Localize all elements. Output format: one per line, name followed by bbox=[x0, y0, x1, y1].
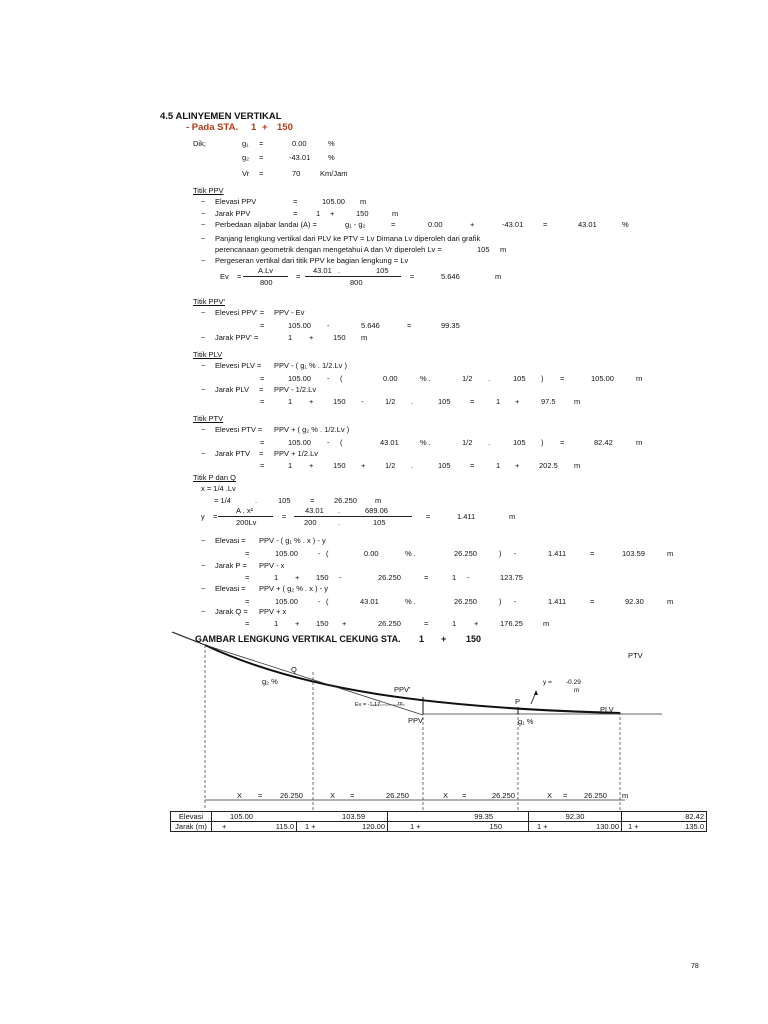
pq-e2-result: 92.30 bbox=[625, 597, 644, 606]
ev-eq: = bbox=[237, 272, 242, 281]
pq-jp-eq2: = bbox=[424, 573, 429, 582]
label-ev-unit: m bbox=[398, 701, 403, 707]
pq-jp-label: Jarak P = bbox=[215, 561, 247, 570]
plv-j-b: 150 bbox=[333, 397, 346, 406]
label-y: y = bbox=[543, 679, 552, 686]
ptv-j-b: 150 bbox=[333, 461, 346, 470]
elevation-table bbox=[170, 811, 707, 832]
g1-unit: % bbox=[328, 139, 335, 148]
plv-eq: = bbox=[260, 374, 265, 383]
pq-y-result: 1.411 bbox=[457, 512, 476, 521]
ptv-j-dot: . bbox=[411, 461, 414, 470]
jarak-prefix: 1 + bbox=[410, 822, 421, 831]
table-cell bbox=[622, 822, 707, 832]
jarak-label: Jarak (m) bbox=[171, 822, 212, 832]
pq-e2-label: Elevasi = bbox=[215, 584, 246, 593]
pq-e2-y: 1.411 bbox=[548, 597, 567, 606]
ptv-close: ) bbox=[541, 438, 544, 447]
plv-heading: Titik PLV bbox=[193, 350, 223, 359]
pq-e1-minus: - bbox=[514, 549, 517, 558]
ptv-j-plus: + bbox=[309, 461, 314, 470]
ppvp-eq: = bbox=[260, 321, 265, 330]
plv-close: ) bbox=[541, 374, 544, 383]
ptv-open: ( bbox=[340, 438, 343, 447]
elevasi-value: 82.42 bbox=[622, 812, 707, 822]
pq-jq-a: 1 bbox=[274, 619, 279, 628]
bullet: ~ bbox=[201, 234, 206, 243]
elevasi-value: 99.35 bbox=[388, 812, 529, 822]
ptv-jarak-label: Jarak PTV bbox=[215, 449, 251, 458]
table-row bbox=[171, 812, 707, 822]
ptv-jarak-expr: PPV + 1/2.Lv bbox=[274, 449, 318, 458]
bullet: ~ bbox=[201, 607, 206, 616]
plv-jarak-label: Jarak PLV bbox=[215, 385, 250, 394]
pq-jq-plus1: + bbox=[342, 619, 347, 628]
plv-j-eq: = bbox=[260, 397, 265, 406]
plv-elev-expr: PPV - ( g₁ % . 1/2.Lv ) bbox=[274, 361, 347, 370]
plv-open: ( bbox=[340, 374, 343, 383]
g2-eq: = bbox=[259, 153, 264, 162]
ppvp-jarak-a: 1 bbox=[288, 333, 293, 342]
lv-value: 105 bbox=[477, 245, 490, 254]
ev-symbol: Ev bbox=[220, 272, 229, 281]
g1-eq: = bbox=[259, 139, 264, 148]
label-ppv-prime: PPV' bbox=[394, 685, 411, 694]
g2-value: -43.01 bbox=[289, 153, 311, 162]
ptv-j-r1: 1 bbox=[496, 461, 501, 470]
pq-e1-x: 26.250 bbox=[454, 549, 477, 558]
pq-jq-b: 150 bbox=[316, 619, 329, 628]
dik-label: Dik; bbox=[193, 139, 206, 148]
pq-jp-r1: 1 bbox=[452, 573, 457, 582]
plv-result: 105.00 bbox=[591, 374, 614, 383]
pq-x2-result: 26.250 bbox=[334, 496, 357, 505]
plv-j-half: 1/2 bbox=[385, 397, 396, 406]
bullet: ~ bbox=[201, 425, 206, 434]
label-ppv: PPV bbox=[408, 716, 424, 725]
label-y-unit: m bbox=[574, 687, 580, 694]
ptv-j-eq: = bbox=[260, 461, 265, 470]
pq-e1-pct: % . bbox=[405, 549, 416, 558]
pq-e2-pct: % . bbox=[405, 597, 416, 606]
dim-eq: = bbox=[258, 791, 263, 800]
drawing-sta-b: 150 bbox=[466, 634, 482, 644]
lv-unit: m bbox=[500, 245, 507, 254]
beda-v2: -43.01 bbox=[502, 220, 524, 229]
sta-label: - Pada STA. bbox=[186, 122, 239, 133]
sta-plus: + bbox=[262, 122, 268, 133]
page-number: 78 bbox=[691, 963, 699, 970]
ptv-eq2: = bbox=[560, 438, 565, 447]
ptv-heading: Titik PTV bbox=[193, 414, 224, 423]
ev-num2-dot: . bbox=[338, 266, 341, 275]
ppv-elev-label: Elevasi PPV bbox=[215, 197, 257, 206]
dim-value: 26.250 bbox=[492, 791, 515, 800]
pq-x2-eq2: = bbox=[310, 496, 315, 505]
pq-y-numerator: A . x² bbox=[236, 506, 254, 515]
ppvp-jarak-unit: m bbox=[361, 333, 368, 342]
pq-y-denominator: 200Lv bbox=[236, 518, 257, 527]
bullet: ~ bbox=[201, 256, 206, 265]
plv-j-eq2: = bbox=[470, 397, 475, 406]
vr-symbol: Vr bbox=[242, 169, 250, 178]
ptv-j-lv: 105 bbox=[438, 461, 451, 470]
pq-x2-unit: m bbox=[375, 496, 382, 505]
plv-j-a: 1 bbox=[288, 397, 293, 406]
jarak-prefix: 1 + bbox=[537, 822, 548, 831]
label-g2: g₂ % bbox=[262, 677, 278, 686]
pq-jq-plus: + bbox=[295, 619, 300, 628]
elevasi-label: Elevasi bbox=[171, 812, 212, 822]
pq-e1-close: ) bbox=[499, 549, 502, 558]
ppv-elev-eq: = bbox=[293, 197, 298, 206]
ppv-jarak-plus: + bbox=[330, 209, 335, 218]
elevasi-value: 105.00 bbox=[230, 812, 253, 821]
table-cell bbox=[529, 822, 622, 832]
pq-jp-minus2: - bbox=[467, 573, 470, 582]
ptv-half: 1/2 bbox=[462, 438, 473, 447]
table-cell bbox=[212, 812, 388, 822]
beda-v1: 0.00 bbox=[428, 220, 443, 229]
table-cell bbox=[297, 822, 388, 832]
bullet: ~ bbox=[201, 385, 206, 394]
plv-elev-label: Elevesi PLV = bbox=[215, 361, 262, 370]
vr-unit: Km/Jam bbox=[320, 169, 348, 178]
ppv-jarak-label: Jarak PPV bbox=[215, 209, 251, 218]
section-title: 4.5 ALINYEMEN VERTIKAL bbox=[160, 111, 282, 122]
ptv-dot: . bbox=[488, 438, 491, 447]
label-q: Q bbox=[291, 665, 297, 674]
plv-lv: 105 bbox=[513, 374, 526, 383]
vr-value: 70 bbox=[292, 169, 301, 178]
pq-e1-op: - bbox=[318, 549, 321, 558]
pq-e1-eq: = bbox=[245, 549, 250, 558]
geser-line: Pergeseran vertikal dari titik PPV ke bagian lengkung = Lv bbox=[215, 256, 409, 265]
ptv-v1: 105.00 bbox=[288, 438, 311, 447]
bullet: ~ bbox=[201, 561, 206, 570]
bullet: ~ bbox=[201, 333, 206, 342]
y-arrowhead bbox=[534, 690, 538, 695]
tangent-g2 bbox=[205, 645, 423, 715]
jarak-value: 120.00 bbox=[362, 822, 385, 831]
pq-y-eq: = bbox=[213, 512, 218, 521]
plv-jarak-expr: PPV - 1/2.Lv bbox=[274, 385, 317, 394]
bullet: ~ bbox=[201, 308, 206, 317]
ppv-jarak-a: 1 bbox=[316, 209, 321, 218]
pq-x2-eq: = 1/4 bbox=[214, 496, 231, 505]
dim-value: 26.250 bbox=[584, 791, 607, 800]
ptv-jarak-eq: = bbox=[259, 449, 264, 458]
ev-result: 5.646 bbox=[441, 272, 460, 281]
ptv-pct: % . bbox=[420, 438, 431, 447]
bullet: ~ bbox=[201, 361, 206, 370]
pq-e2-g: 43.01 bbox=[360, 597, 379, 606]
pq-x2-dot: . bbox=[255, 496, 258, 505]
pq-e2-eq: = bbox=[245, 597, 250, 606]
pq-e1-label: Elevasi = bbox=[215, 536, 246, 545]
ppvp-v1: 105.00 bbox=[288, 321, 311, 330]
dim-value: 26.250 bbox=[280, 791, 303, 800]
bullet: ~ bbox=[201, 209, 206, 218]
pq-e2-minus: - bbox=[514, 597, 517, 606]
pq-y-ddot: . bbox=[338, 518, 341, 527]
label-ptv: PTV bbox=[628, 651, 643, 660]
ev-num2-b: 105 bbox=[376, 266, 389, 275]
ptv-result: 82.42 bbox=[594, 438, 613, 447]
pq-y-unit: m bbox=[509, 512, 516, 521]
pq-jq-plus2: + bbox=[474, 619, 479, 628]
bullet: ~ bbox=[201, 197, 206, 206]
ev-eq2: = bbox=[296, 272, 301, 281]
pq-e1-eq2: = bbox=[590, 549, 595, 558]
pq-y-d1: 200 bbox=[304, 518, 317, 527]
bullet: ~ bbox=[201, 584, 206, 593]
pq-e1-expr: PPV - ( g₁ % . x ) - y bbox=[259, 536, 326, 545]
dim-eq: = bbox=[462, 791, 467, 800]
bullet: ~ bbox=[201, 536, 206, 545]
ppv-heading: Titik PPV bbox=[193, 186, 224, 195]
jarak-prefix: 1 + bbox=[628, 822, 639, 831]
plv-minus: - bbox=[327, 374, 330, 383]
pq-e1-g: 0.00 bbox=[364, 549, 379, 558]
ppvp-minus: - bbox=[327, 321, 330, 330]
pq-jq-r1: 1 bbox=[452, 619, 457, 628]
vr-eq: = bbox=[259, 169, 264, 178]
ppvp-v2: 5.646 bbox=[361, 321, 380, 330]
ppvp-elev-expr: PPV - Ev bbox=[274, 308, 305, 317]
ptv-j-a: 1 bbox=[288, 461, 293, 470]
plv-j-dot: . bbox=[411, 397, 414, 406]
pq-y-eq3: = bbox=[426, 512, 431, 521]
dim-eq: = bbox=[350, 791, 355, 800]
beda-eq: = bbox=[391, 220, 396, 229]
panjang-line-1: Panjang lengkung vertikal dari PLV ke PTV = Lv Dimana Lv diperoleh dari grafik bbox=[215, 234, 481, 243]
pq-e2-eq2: = bbox=[590, 597, 595, 606]
label-g1: g₁ % bbox=[518, 717, 534, 726]
sta-a: 1 bbox=[251, 122, 257, 133]
pq-jp-b: 150 bbox=[316, 573, 329, 582]
pq-jp-eq: = bbox=[245, 573, 250, 582]
ppvp-heading: Titik PPV' bbox=[193, 297, 225, 306]
bullet: ~ bbox=[201, 449, 206, 458]
beda-eq2: = bbox=[543, 220, 548, 229]
pq-e1-v1: 105.00 bbox=[275, 549, 298, 558]
pq-x-line: x = 1/4 .Lv bbox=[201, 484, 236, 493]
ptv-j-eq2: = bbox=[470, 461, 475, 470]
dim-x: X bbox=[237, 791, 243, 800]
ptv-j-half: 1/2 bbox=[385, 461, 396, 470]
dim-x: X bbox=[330, 791, 336, 800]
plv-j-r1: 1 bbox=[496, 397, 501, 406]
beda-label: Perbedaan aljabar landai (A) = bbox=[215, 220, 317, 229]
ppv-elev-value: 105.00 bbox=[322, 197, 345, 206]
beda-result: 43.01 bbox=[578, 220, 597, 229]
g1-symbol: g₁ bbox=[242, 139, 249, 148]
pq-e2-op: - bbox=[318, 597, 321, 606]
drawing-sta-plus: + bbox=[441, 634, 447, 644]
pq-y-eq2: = bbox=[282, 512, 287, 521]
pq-jp-r2: 123.75 bbox=[500, 573, 523, 582]
table-cell bbox=[388, 822, 529, 832]
elevasi-value: 92.30 bbox=[529, 812, 622, 822]
plv-unit: m bbox=[636, 374, 643, 383]
jarak-prefix: + bbox=[222, 822, 227, 831]
ptv-lv: 105 bbox=[513, 438, 526, 447]
ppvp-jarak-label: Jarak PPV' = bbox=[215, 333, 259, 342]
ptv-elev-expr: PPV + ( g₂ % . 1/2.Lv ) bbox=[274, 425, 350, 434]
ppvp-result: 99.35 bbox=[441, 321, 460, 330]
ev-unit: m bbox=[495, 272, 502, 281]
pq-e2-v1: 105.00 bbox=[275, 597, 298, 606]
dim-eq: = bbox=[563, 791, 568, 800]
pq-e2-close: ) bbox=[499, 597, 502, 606]
panjang-line-2: perencanaan geometrik dengan mengetahui A dan Vr diperoleh Lv = bbox=[215, 245, 442, 254]
plv-v1: 105.00 bbox=[288, 374, 311, 383]
ptv-unit: m bbox=[636, 438, 643, 447]
drawing-title: GAMBAR LENGKUNG VERTIKAL CEKUNG STA. bbox=[195, 634, 401, 644]
dim-x: X bbox=[443, 791, 449, 800]
pq-heading: Titik P dan Q bbox=[193, 473, 236, 482]
pq-x2-lv: 105 bbox=[278, 496, 291, 505]
plv-jarak-eq: = bbox=[259, 385, 264, 394]
dim-unit: m bbox=[622, 791, 629, 800]
pq-jq-eq2: = bbox=[424, 619, 429, 628]
ev-denominator: 800 bbox=[260, 278, 273, 287]
jarak-value: 130.00 bbox=[596, 822, 619, 831]
g1-value: 0.00 bbox=[292, 139, 307, 148]
ppv-jarak-b: 150 bbox=[356, 209, 369, 218]
pq-e1-open: ( bbox=[326, 549, 329, 558]
pq-jp-expr: PPV - x bbox=[259, 561, 285, 570]
pq-e2-unit: m bbox=[667, 597, 674, 606]
beda-unit: % bbox=[622, 220, 629, 229]
dim-value: 26.250 bbox=[386, 791, 409, 800]
ptv-elev-label: Elevesi PTV = bbox=[215, 425, 263, 434]
plv-j-plus2: + bbox=[515, 397, 520, 406]
pq-jq-r2: 176.25 bbox=[500, 619, 523, 628]
ptv-j-plus1: + bbox=[361, 461, 366, 470]
plv-eq2: = bbox=[560, 374, 565, 383]
pq-e2-expr: PPV + ( g₂ % . x ) - y bbox=[259, 584, 328, 593]
dim-x: X bbox=[547, 791, 553, 800]
beda-plus: + bbox=[470, 220, 475, 229]
pq-jq-x: 26.250 bbox=[378, 619, 401, 628]
pq-y: y bbox=[201, 512, 205, 521]
pq-y-n1: 43.01 bbox=[305, 506, 324, 515]
pq-jq-eq: = bbox=[245, 619, 250, 628]
g2-unit: % bbox=[328, 153, 335, 162]
pq-y-d2: 105 bbox=[373, 518, 386, 527]
label-p: P bbox=[515, 697, 521, 706]
ppv-elev-unit: m bbox=[360, 197, 367, 206]
label-y-value: -0.29 bbox=[566, 679, 581, 686]
jarak-value: 115.0 bbox=[275, 822, 294, 831]
table-cell bbox=[212, 822, 297, 832]
ptv-j-plus2: + bbox=[515, 461, 520, 470]
drawing-sta-a: 1 bbox=[419, 634, 425, 644]
pq-jq-unit: m bbox=[543, 619, 550, 628]
ptv-eq: = bbox=[260, 438, 265, 447]
pq-e2-open: ( bbox=[326, 597, 329, 606]
label-plv: PLV bbox=[600, 705, 614, 714]
jarak-value: 150 bbox=[489, 822, 502, 831]
plv-v2: 0.00 bbox=[383, 374, 398, 383]
beda-expr: g₁ - g₂ bbox=[345, 220, 366, 229]
ptv-v2: 43.01 bbox=[380, 438, 399, 447]
pq-jp-x: 26.250 bbox=[378, 573, 401, 582]
sta-b: 150 bbox=[277, 122, 293, 133]
pq-jq-label: Jarak Q = bbox=[215, 607, 248, 616]
plv-j-minus: - bbox=[361, 397, 364, 406]
pq-e1-unit: m bbox=[667, 549, 674, 558]
jarak-prefix: 1 + bbox=[305, 822, 316, 831]
plv-j-lv: 105 bbox=[438, 397, 451, 406]
ppv-jarak-eq: = bbox=[293, 209, 298, 218]
plv-j-r2: 97.5 bbox=[541, 397, 556, 406]
ppvp-jarak-plus: + bbox=[309, 333, 314, 342]
plv-pct: % . bbox=[420, 374, 431, 383]
g2-symbol: g₂ bbox=[242, 153, 250, 162]
ptv-minus: - bbox=[327, 438, 330, 447]
pq-jq-expr: PPV + x bbox=[259, 607, 287, 616]
pq-jp-a: 1 bbox=[274, 573, 279, 582]
ppvp-jarak-b: 150 bbox=[333, 333, 346, 342]
plv-j-plus: + bbox=[309, 397, 314, 406]
ev-num2-a: 43.01 bbox=[313, 266, 332, 275]
elevasi-value: 103.59 bbox=[342, 812, 365, 821]
pq-e1-y: 1.411 bbox=[548, 549, 567, 558]
ev-eq3: = bbox=[410, 272, 415, 281]
jarak-value: 135.0 bbox=[685, 822, 704, 831]
pq-y-ndot: . bbox=[338, 506, 341, 515]
ppv-jarak-unit: m bbox=[392, 209, 399, 218]
ev-den2: 800 bbox=[350, 278, 363, 287]
ev-numerator: A.Lv bbox=[258, 266, 274, 275]
pq-e1-result: 103.59 bbox=[622, 549, 645, 558]
label-ev: Ev = -1.17 bbox=[355, 702, 381, 708]
pq-jp-plus: + bbox=[295, 573, 300, 582]
pq-y-n2: 689.06 bbox=[365, 506, 388, 515]
plv-dot: . bbox=[488, 374, 491, 383]
ppvp-elev-label: Elevesi PPV' = bbox=[215, 308, 265, 317]
table-row bbox=[171, 822, 707, 832]
ppvp-eq2: = bbox=[407, 321, 412, 330]
plv-j-unit: m bbox=[574, 397, 581, 406]
ptv-j-r2: 202.5 bbox=[539, 461, 558, 470]
pq-jp-minus: - bbox=[339, 573, 342, 582]
bullet: ~ bbox=[201, 220, 206, 229]
ptv-j-unit: m bbox=[574, 461, 581, 470]
plv-half: 1/2 bbox=[462, 374, 473, 383]
pq-e2-x: 26.250 bbox=[454, 597, 477, 606]
